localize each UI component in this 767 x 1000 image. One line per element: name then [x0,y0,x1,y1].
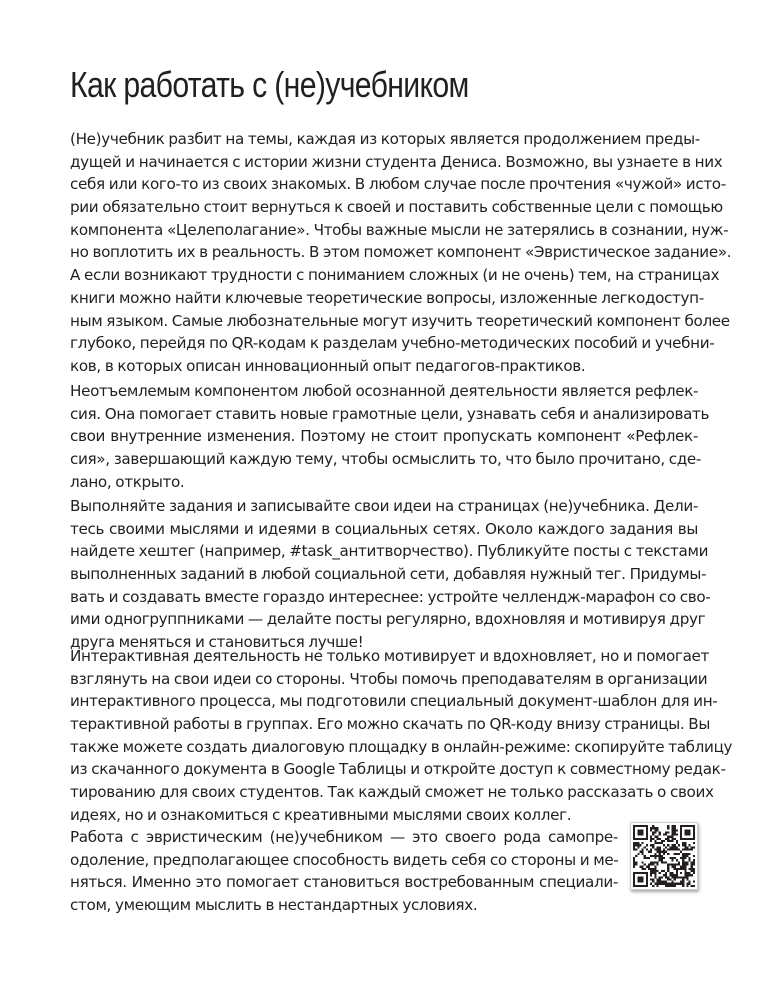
text-line: свои внутренние изменения. Поэтому не стоит пропускать компонент «Рефлек- [70,427,698,446]
text-line: (Не)учебник разбит на темы, каждая из которых является продолжением преды- [70,130,700,148]
paragraph-conclusion [70,826,618,917]
text-line: вать и создавать вместе гораздо интереснее: устройте челлендж-марафон со сво- [70,587,711,606]
text-line: няться. Именно это помогает становиться востребованным специали- [70,873,618,892]
text-line: тированию для своих студентов. Так каждый сможет не только рассказать о своих [70,783,714,802]
text-line: Неотъемлемым компонентом любой осознанной деятельности является рефлек- [70,382,699,400]
text-line: интерактивного процесса, мы подготовили специальный документ-шаблон для ин- [70,692,718,711]
paragraph-reflection [70,380,710,493]
paragraph-intro [70,128,732,378]
text-line: тесь своими мыслями и идеями в социальных сетях. Около каждого задания вы [70,519,698,538]
text-line: одоление, предполагающее способность видеть себя со стороны и ме- [70,850,619,869]
text-line: найдете хештег (например, #task_антитворчество). Публикуйте посты с текстами [70,542,709,561]
text-line: из скачанного документа в Google Таблицы и откройте доступ к совместному редак- [70,760,726,779]
text-line: стом, умеющим мыслить в нестандартных условиях. [70,896,478,915]
text-line: ков, в которых описан инновационный опыт педагогов-практиков. [70,356,586,375]
qr-code-icon[interactable] [630,822,698,890]
text-line: сия. Она помогает ставить новые грамотные цели, узнавать себя и анализировать [70,404,710,423]
text-line: книги можно найти ключевые теоретические вопросы, изложенные легкодоступ- [70,288,704,307]
text-line: взглянуть на свои идеи со стороны. Чтобы помочь преподавателям в организации [70,669,708,688]
text-line: рии обязательно стоит вернуться к своей и поставить собственные цели с помощью [70,198,723,217]
text-line: Работа с эвристическим (не)учебником — это своего рода самопре- [70,828,618,846]
text-line: А если возникают трудности с пониманием сложных (и не очень) тем, на страницах [70,266,720,285]
text-line: ими одногруппниками — делайте посты регулярно, вдохновляя и мотивируя друг [70,610,706,629]
page [70,0,733,1000]
paragraph-tasks [70,495,711,654]
paragraph-interactive [70,645,733,827]
text-line: также можете создать диалоговую площадку в онлайн-режиме: скопируйте таблицу [70,737,733,756]
text-line: глубоко, перейдя по QR-кодам к разделам учебно-методических пособий и учебни- [70,334,715,353]
page-title: Как работать с (не)учебником [70,64,469,105]
text-line: но воплотить их в реальность. В этом поможет компонент «Эвристическое задание». [70,243,732,262]
qr-code-graphic [633,825,695,887]
text-line: друга меняться и становиться лучше! [70,633,364,652]
text-line: себя или кого-то из своих знакомых. В любом случае после прочтения «чужой» исто- [70,175,726,194]
text-line: дущей и начинается с истории жизни студента Дениса. Возможно, вы узнаете в них [70,152,723,171]
text-line: Интерактивная деятельность не только мотивирует и вдохновляет, но и помогает [70,647,710,665]
text-line: выполненных заданий в любой социальной сети, добавляя нужный тег. Придумы- [70,565,707,584]
text-line: терактивной работы в группах. Его можно скачать по QR-коду внизу страницы. Вы [70,715,711,734]
text-line: сия», завершающий каждую тему, чтобы осмыслить то, что было прочитано, сде- [70,450,702,469]
text-line: лано, открыто. [70,472,185,491]
text-line: идеях, но и ознакомиться с креативными мыслями своих коллег. [70,805,572,824]
text-line: Выполняйте задания и записывайте свои идеи на страницах (не)учебника. Дели- [70,497,699,515]
text-line: компонента «Целеполагание». Чтобы важные мысли не затерялись в сознании, нуж- [70,220,729,239]
text-line: ным языком. Самые любознательные могут изучить теоретический компонент более [70,311,730,330]
